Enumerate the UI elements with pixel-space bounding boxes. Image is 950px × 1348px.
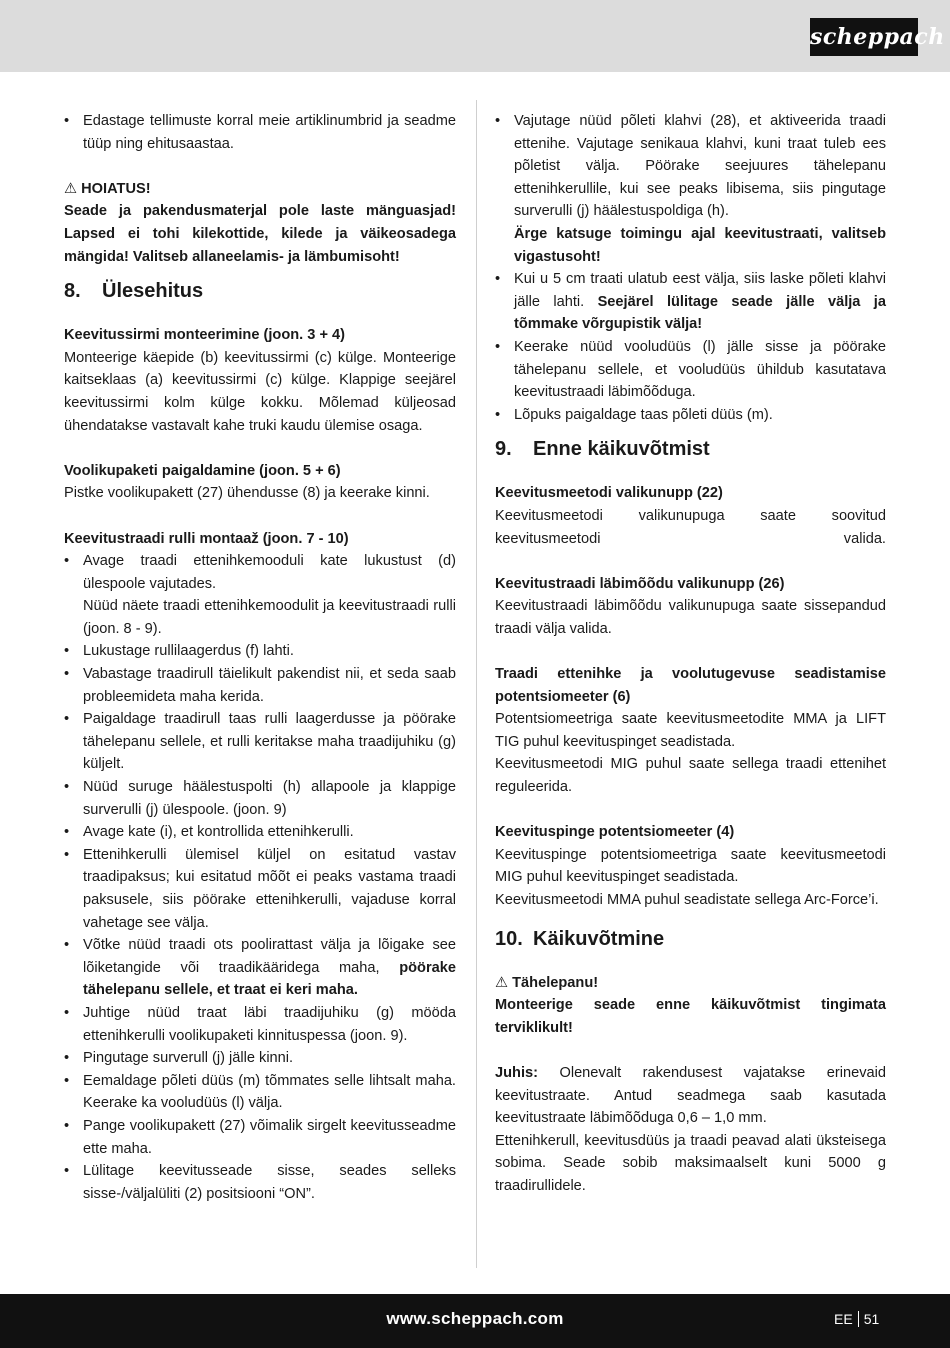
list-item-emphasis: pöörake tähelepanu sellele, et traat ei keri maha. bbox=[83, 959, 456, 999]
subsection-title: Keevitusmeetodi valikunupp (22) bbox=[495, 485, 723, 502]
list-item-continuation: Nüüd näete traadi ettenihkemoodulit ja keevitustraadi rulli (joon. 8 - 9). bbox=[83, 598, 456, 637]
subsection-text: Pistke voolikupakett (27) ühendusse (8) ja keerake kinni. bbox=[64, 485, 430, 502]
wire-roll-steps bbox=[64, 550, 456, 1205]
section-number: 8. bbox=[64, 280, 81, 303]
page-number: 51 bbox=[863, 1311, 880, 1327]
intro-list bbox=[64, 110, 456, 155]
list-item: • Paigaldage traadirull taas rulli laagerdusse ja pöörake tähelepanu sellele, et rulli keritakse maha traadijuhiku (g) küljelt. bbox=[64, 708, 456, 776]
list-item-text: Avage traadi ettenihkemooduli kate lukustust (d) ülespoole vajutades. bbox=[83, 553, 456, 592]
list-item: • Pange voolikupakett (27) võimalik sirgelt keevitusseadme ette maha. bbox=[64, 1115, 456, 1160]
note-label: Juhis: bbox=[495, 1064, 538, 1081]
list-item: • Ettenihkerulli ülemisel küljel on esitatud vastav traadipaksus; kui esitatud mõõt ei peaks vastama traadi paksusele, siis pöörake ettenihkerulli, vajaduse korral vahetage see välja. bbox=[64, 844, 456, 934]
note-text: Olenevalt rakendusest vajatakse erinevaid keevitustraate. Antud seadmega saab kasutada keevitustraate läbimõõduga 0,6 – 1,0 mm. bbox=[495, 1064, 886, 1127]
separator bbox=[858, 1311, 859, 1327]
list-item bbox=[495, 268, 886, 336]
subsection-title: Keevitussirmi monteerimine (joon. 3 + 4) bbox=[64, 327, 346, 344]
note-paragraph bbox=[495, 1062, 886, 1130]
list-item: • Pingutage surverull (j) jälle kinni. bbox=[64, 1047, 456, 1070]
list-item: • Eemaldage põleti düüs (m) tõmmates selle lihtsalt maha. Keerake ka vooludüüs (l) välja. bbox=[64, 1070, 456, 1115]
list-item: • Nüüd suruge häälestuspolti (h) allapoole ja klappige surverulli (j) ülespoole. (joon. 9) bbox=[64, 776, 456, 821]
attention-title: ⚠ Tähelepanu! bbox=[495, 974, 599, 991]
subsection-title: Keevituspinge potentsiomeeter (4) bbox=[495, 824, 735, 841]
section-title: Ülesehitus bbox=[102, 280, 204, 303]
section-number: 10. bbox=[495, 927, 523, 950]
note-text-2: Ettenihkerull, keevitusdüüs ja traadi peavad alati üksteisega sobima. Seade sobib maksimaalselt kuni 5000 g traadirullidele. bbox=[495, 1132, 886, 1194]
subsection-text: Keevitustraadi läbimõõdu valikunupuga saate sissepandud traadi välja valida. bbox=[495, 598, 886, 637]
section-title: Enne käikuvõtmist bbox=[533, 438, 710, 461]
list-item: • Edastage tellimuste korral meie artiklinumbrid ja seadme tüüp ning ehitusaastaa. bbox=[64, 110, 456, 155]
list-item: • Keerake nüüd vooludüüs (l) jälle sisse ja pöörake tähelepanu sellele, et vooludüüs ühildub kasutatava keevitustraadi läbimõõduga. bbox=[495, 336, 886, 404]
subsection-text bbox=[495, 505, 886, 550]
warning-text: Seade ja pakendusmaterjal pole laste mänguasjad! Lapsed ei tohi kilekottide, kilede ja väikeosadega mängida! Valitseb allaneelamis- ja lämbumisoht! bbox=[64, 203, 456, 265]
scheppach-logo: scheppach bbox=[810, 18, 918, 56]
subsection-title: Keevitustraadi rulli montaaž (joon. 7 - 10) bbox=[64, 530, 349, 547]
section-9-heading bbox=[495, 436, 886, 462]
wire-feed-steps bbox=[495, 110, 886, 426]
list-item: • Juhtige nüüd traat läbi traadijuhiku (g) mööda ettenihkerulli voolikupaketi kinnituspessa (joon. 9). bbox=[64, 1002, 456, 1047]
section-8-heading bbox=[64, 278, 456, 304]
list-item-emphasis: Ärge katsuge toimingu ajal keevitustraati, valitseb vigastusoht! bbox=[514, 225, 886, 265]
page-footer bbox=[0, 1294, 950, 1348]
left-column bbox=[64, 110, 456, 1205]
subsection-text: Keevituspinge potentsiomeetriga saate keevitusmeetodi MIG puhul keevituspinget seadistada. bbox=[495, 846, 886, 886]
list-item-text: Võtke nüüd traadi ots poolirattast välja ja lõigake see lõiketangide või traadikääridega maha, bbox=[83, 937, 456, 976]
list-item bbox=[64, 934, 456, 1002]
list-item bbox=[495, 110, 886, 268]
section-title: Käikuvõtmine bbox=[533, 927, 665, 950]
language-code: EE bbox=[834, 1311, 853, 1327]
subsection-title: Voolikupaketi paigaldamine (joon. 5 + 6) bbox=[64, 462, 341, 479]
subsection-title: Traadi ettenihke ja voolutugevuse seadistamise potentsiomeeter (6) bbox=[495, 666, 886, 705]
warning-title: ⚠ HOIATUS! bbox=[64, 180, 151, 197]
list-item: • Vabastage traadirull täielikult pakendist nii, et seda saab probleemideta maha kerida. bbox=[64, 663, 456, 708]
column-divider bbox=[476, 100, 477, 1268]
page-indicator bbox=[834, 1294, 879, 1344]
subsection-text-span: Keevitusmeetodi valikunupuga saate soovitud keevitusmeetodi valida. bbox=[495, 507, 886, 547]
subsection-text: Monteerige käepide (b) keevitussirmi (c) külge. Monteerige kaitseklaas (a) keevitussirmi (c) külge. Klappige seejärel keevitussirmi kolm külge kokku. Mõlemad küljeosad ühendatakse vastavalt kahe truki kaudu ülemise osaga. bbox=[64, 349, 456, 434]
list-item bbox=[64, 550, 456, 595]
page-header bbox=[0, 0, 950, 72]
section-10-heading bbox=[495, 926, 886, 952]
section-number: 9. bbox=[495, 438, 512, 461]
subsection-text: Keevitusmeetodi MIG puhul saate sellega traadi ettenihet reguleerida. bbox=[495, 756, 886, 796]
subsection-title: Keevitustraadi läbimõõdu valikunupp (26) bbox=[495, 575, 785, 592]
list-item-text: Vajutage nüüd põleti klahvi (28), et aktiveerida traadi ettenihe. Vajutage senikaua klahvi, kuni traat tuleb ees põletist välja. Pöörake seejuures tähelepanu ettenihkerullile, kui see peaks libisema, siis pingutage surverulli (j) häälestuspoldiga (h). bbox=[514, 113, 886, 220]
list-item: • Lõpuks paigaldage taas põleti düüs (m). bbox=[495, 404, 886, 427]
list-item-emphasis: Seejärel lülitage seade jälle välja ja tõmmake võrgupistik välja! bbox=[514, 293, 886, 333]
right-column bbox=[495, 110, 886, 1198]
website-link[interactable]: www.scheppach.com bbox=[386, 1309, 564, 1328]
list-item: • Avage kate (i), et kontrollida ettenihkerulli. bbox=[64, 821, 456, 844]
subsection-text: Potentsiomeetriga saate keevitusmeetodite MMA ja LIFT TIG puhul keevituspinget seadistada. bbox=[495, 711, 886, 750]
list-item: • Lukustage rullilaagerdus (f) lahti. bbox=[64, 640, 456, 663]
subsection-text: Keevitusmeetodi MMA puhul seadistate sellega Arc-Force’i. bbox=[495, 892, 879, 908]
attention-text: Monteerige seade enne käikuvõtmist tingimata terviklikult! bbox=[495, 997, 886, 1036]
list-item: • Lülitage keevitusseade sisse, seades selleks sisse-/väljalüliti (2) positsiooni “ON”. bbox=[64, 1160, 456, 1205]
list-item-text: Kui u 5 cm traati ulatub eest välja, siis laske põleti klahvi jälle lahti. bbox=[514, 271, 886, 310]
